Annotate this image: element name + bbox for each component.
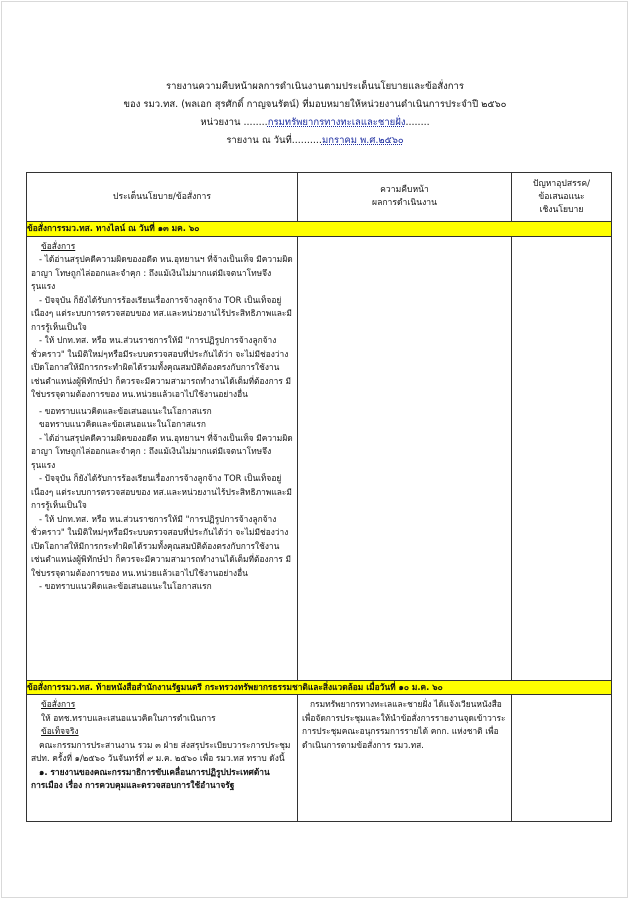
paragraph: - ให้ ปกท.ทส. หรือ หน.ส่วนราชการให้มี "การปฏิรูปการจ้างลูกจ้างชั่วคราว" ในมิติใหม่ๆหรือมีระบบตรวจสอบที่ประกันได้ว่า จะไม่มีช่องว่างเปิดโอกาสให้มีการกระทำผิดได้รวมทั้งคุณสมบัติต้องตรงกับการใช้งาน เช่นตำแหน่งผู้พิทักษ์ป่า ก็ควรจะมีความสามารถทำงานได้เต็มที่ต้องการ มีใช่บรรจุตามต้องการของ หน.หน่วยแล้วเอาไปใช้งานอย่างอื่น <box>31 513 292 578</box>
table-row <box>27 695 612 822</box>
policy-cell-1 <box>27 236 298 680</box>
paragraph: ขอทราบแนวคิดและข้อเสนอแนะในโอกาสแรก <box>39 419 206 429</box>
col-issues-header: ปัญหาอุปสรรค/ ข้อเสนอแนะ เชิงนโยบาย <box>512 173 612 222</box>
order-text: ให้ อทช.ทราบและเสนอแนวคิดในการดำเนินการ <box>41 712 216 723</box>
col-progress-header: ความคืบหน้า ผลการดำเนินงาน <box>298 173 512 222</box>
fact-label: ข้อเท็จจริง <box>41 726 79 736</box>
progress-cell-1 <box>298 236 512 680</box>
paragraph: - ขอทราบแนวคิดและข้อเสนอแนะในโอกาสแรก <box>39 405 212 416</box>
report-date-label: รายงาน ณ วันที่ <box>226 135 292 146</box>
paragraph: - ได้อ่านสรุปคดีความผิดของอดีต หน.อุทยานฯ ที่จ้างเป็นเท็จ มีความผิดอาญา โทษถูกไล่ออกและจำคุก : ถึงแม้เงินไม่มากแต่มีเจตนาโทษจึงรุนแรง <box>31 432 293 470</box>
order-label: ข้อสั่งการ <box>41 240 76 251</box>
policy-cell-2 <box>27 695 298 822</box>
paragraph: - ขอทราบแนวคิดและข้อเสนอแนะในโอกาสแรก <box>39 581 212 591</box>
paragraph: - ปัจจุบัน ก็ยังได้รับการร้องเรียนเรื่องการจ้างลูกจ้าง TOR เป็นเท็จอยู่เนืองๆ แต่ระบบการตรวจสอบของ ทส.และหน่วยงานไร้ประสิทธิภาพและมีการรู้เห็นเป็นใจ <box>31 473 292 510</box>
paragraph: - ให้ ปกท.ทส. หรือ หน.ส่วนราชการให้มี "การปฏิรูปการจ้างลูกจ้างชั่วคราว" ในมิติใหม่ๆหรือมีระบบตรวจสอบที่ประกันได้ว่า จะไม่มีช่องว่างเปิดโอกาสให้มีการกระทำผิดได้รวมทั้งคุณสมบัติต้องตรงกับการใช้งาน เช่นตำแหน่งผู้พิทักษ์ป่า ก็ควรจะมีความสามารถทำงานได้เต็มที่ต้องการ มีใช่บรรจุตามต้องการของ หน.หน่วยแล้วเอาไปใช้งานอย่างอื่น <box>31 335 292 399</box>
progress-cell-2 <box>298 695 512 822</box>
col-policy-header: ประเด็นนโยบาย/ข้อสั่งการ <box>27 173 298 222</box>
report-title: รายงานความคืบหน้าผลการดำเนินงานตามประเด็นนโยบายและข้อสั่งการ <box>166 81 464 92</box>
issues-cell-2 <box>512 695 612 822</box>
paragraph: - ปัจจุบัน ก็ยังได้รับการร้องเรียนเรื่องการจ้างลูกจ้าง TOR เป็นเท็จอยู่เนืองๆ แต่ระบบการตรวจสอบของ ทส.และหน่วยงานไร้ประสิทธิภาพและมีการรู้เห็นเป็นใจ <box>31 294 292 332</box>
issues-cell-1 <box>512 236 612 680</box>
section-band-2 <box>27 680 612 695</box>
order-label: ข้อสั่งการ <box>41 699 76 709</box>
fact-text: คณะกรรมการประสานงาน รวม ๓ ฝ่าย ส่งสรุประเบียบวาระการประชุม สปท. ครั้งที่ ๑/๒๕๖๐ วันจันทร์ที่ ๙ ม.ค. ๒๕๖๐ เพื่อ รมว.ทส ทราบ ดังนี้ <box>31 739 291 763</box>
agency-line: หน่วยงาน ........กรมทรัพยากรทางทะเลและชายฝั่ง........ <box>200 117 430 128</box>
progress-text: กรมทรัพยากรทางทะเลและชายฝั่ง ได้แจ้งเวียนหนังสือเพื่อจัดการประชุมและให้นำข้อสั่งการรายงานจุดเข้าวาระการประชุมคณะอนุกรรมการรายได้ คกก. แห่งชาติ เพื่อดำเนินการตามข้อสั่งการ รมว.ทส. <box>302 699 506 750</box>
section-band-1-text: ข้อสั่งการรมว.ทส. ทางไลน์ ณ วันที่ ๑๓ มค. ๖๐ <box>27 222 612 237</box>
progress-table <box>26 172 612 822</box>
paragraph: - ได้อ่านสรุปคดีความผิดของอดีต หน.อุทยานฯ ที่จ้างเป็นเท็จ มีความผิดอาญา โทษถูกไล่ออกและจำคุก : ถึงแม้เงินไม่มากแต่มีเจตนาโทษจึงรุนแรง <box>31 254 293 291</box>
agency-label: หน่วยงาน <box>200 117 241 128</box>
report-date-value: มกราคม พ.ศ.๒๕๖๐ <box>321 135 404 146</box>
report-header <box>0 78 630 150</box>
agency-value: กรมทรัพยากรทางทะเลและชายฝั่ง <box>267 117 406 128</box>
section-band-1 <box>27 222 612 237</box>
report-subtitle: ของ รมว.ทส. (พลเอก สุรศักดิ์ กาญจนรัตน์) ที่มอบหมายให้หน่วยงานดำเนินการประจำปี ๒๕๖๐ <box>123 99 507 110</box>
table-header-row <box>27 173 612 222</box>
table-row <box>27 236 612 680</box>
item-1: ๑. รายงานของคณะกรรมาธิการขับเคลื่อนการปฏิรูปประเทศด้านการเมือง เรื่อง การควบคุมและตรวจสอบการใช้อำนาจรัฐ <box>31 766 270 790</box>
report-date-line: รายงาน ณ วันที่..........มกราคม พ.ศ.๒๕๖๐ <box>226 135 404 146</box>
section-band-2-text: ข้อสั่งการรมว.ทส. ท้ายหนังสือสำนักงานรัฐมนตรี กระทรวงทรัพยากรธรรมชาติและสิ่งแวดล้อม เมื่อวันที่ ๑๐ ม.ค. ๖๐ <box>27 680 612 695</box>
